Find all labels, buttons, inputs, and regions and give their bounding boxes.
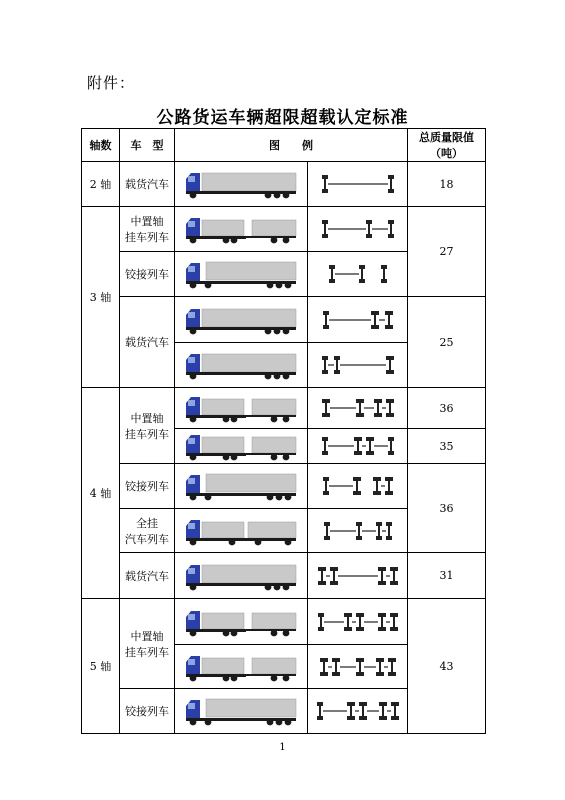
axle-icon	[388, 658, 396, 676]
truck-illustration	[175, 514, 307, 548]
axle-diagram	[308, 652, 407, 682]
wheel-icon	[190, 719, 197, 726]
truck-svg	[182, 469, 300, 503]
wheel-icon	[285, 282, 292, 289]
truck-illustration	[175, 257, 307, 291]
wheel-icon	[231, 237, 238, 244]
axle-icon	[318, 567, 326, 585]
axle-svg	[312, 516, 404, 546]
wheel-icon	[265, 327, 272, 334]
mass-limit: 18	[408, 162, 486, 207]
wheel-icon	[190, 192, 197, 199]
axle-icon	[374, 399, 382, 417]
table-row	[82, 388, 486, 429]
wheel-icon	[267, 719, 274, 726]
truck-svg	[182, 303, 300, 337]
wheel-icon	[271, 674, 278, 681]
axle-svg	[312, 393, 404, 423]
wheel-icon	[223, 454, 230, 461]
axle-icon	[378, 613, 386, 631]
wheel-icon	[190, 282, 197, 289]
truck-illustration	[175, 391, 307, 425]
wheel-icon	[205, 282, 212, 289]
axle-icon	[334, 356, 340, 374]
wheel-icon	[283, 454, 290, 461]
wheel-icon	[283, 583, 290, 590]
axle-svg	[312, 259, 404, 289]
axle-icon	[356, 658, 364, 676]
axle-icon	[322, 356, 328, 374]
axle-count: 5 轴	[82, 599, 120, 734]
truck-svg	[182, 212, 300, 246]
wheel-icon	[229, 538, 236, 545]
table-row	[82, 464, 486, 509]
axle-icon	[318, 613, 324, 631]
axle-icon	[373, 477, 381, 495]
axle-icon	[376, 658, 384, 676]
wheel-icon	[190, 454, 197, 461]
axle-count: 3 轴	[82, 207, 120, 388]
truck-svg	[182, 605, 300, 639]
wheel-icon	[274, 192, 281, 199]
axle-icon	[322, 220, 328, 238]
vehicle-type	[120, 599, 175, 689]
vehicle-type-line1: 中置轴	[130, 629, 164, 643]
axle-icon	[385, 311, 393, 329]
wheel-icon	[283, 629, 290, 636]
axle-svg	[312, 561, 404, 591]
table-row	[82, 297, 486, 343]
axle-icon	[322, 399, 330, 417]
vehicle-type	[120, 388, 175, 464]
axle-count: 4 轴	[82, 388, 120, 599]
wheel-icon	[283, 416, 290, 423]
axle-icon	[317, 702, 323, 720]
wheel-icon	[190, 629, 197, 636]
vehicle-type: 载货汽车	[120, 162, 175, 207]
axle-svg	[312, 214, 404, 244]
vehicle-type: 铰接列车	[120, 252, 175, 297]
wheel-icon	[283, 373, 290, 380]
wheel-icon	[276, 494, 283, 501]
wheel-icon	[271, 454, 278, 461]
truck-svg	[182, 348, 300, 382]
wheel-icon	[283, 192, 290, 199]
axle-icon	[386, 522, 392, 540]
axle-svg	[312, 652, 404, 682]
axle-icon	[347, 702, 355, 720]
truck-illustration	[175, 559, 307, 593]
wheel-icon	[205, 494, 212, 501]
vehicle-type-line1: 中置轴	[130, 215, 164, 228]
axle-diagram	[308, 607, 407, 637]
table-row	[82, 599, 486, 645]
axle-diagram	[308, 350, 407, 380]
vehicle-type: 铰接列车	[120, 689, 175, 734]
wheel-icon	[223, 674, 230, 681]
wheel-icon	[231, 416, 238, 423]
truck-illustration	[175, 694, 307, 728]
axle-icon	[381, 265, 387, 283]
axle-icon	[388, 220, 394, 238]
axle-icon	[323, 477, 329, 495]
truck-svg	[182, 391, 300, 425]
wheel-icon	[285, 494, 292, 501]
wheel-icon	[271, 237, 278, 244]
axle-icon	[356, 522, 362, 540]
table-row	[82, 553, 486, 599]
vehicle-type-line2: 挂车列车	[125, 231, 169, 244]
wheel-icon	[190, 674, 197, 681]
mass-limit: 36	[408, 388, 486, 429]
attachment-label: 附件：	[87, 74, 136, 92]
wheel-icon	[190, 327, 197, 334]
wheel-icon	[190, 494, 197, 501]
wheel-icon	[255, 538, 262, 545]
vehicle-type: 载货汽车	[120, 553, 175, 599]
wheel-icon	[190, 538, 197, 545]
header-limit-line1: 总质量限值	[419, 131, 474, 144]
axle-svg	[312, 607, 404, 637]
axle-icon	[371, 311, 379, 329]
header-diagram: 图 例	[175, 129, 408, 162]
wheel-icon	[190, 583, 197, 590]
axle-svg	[312, 471, 404, 501]
axle-icon	[324, 522, 330, 540]
axle-diagram	[308, 169, 407, 199]
wheel-icon	[285, 719, 292, 726]
mass-limit: 35	[408, 429, 486, 464]
axle-icon	[354, 437, 362, 455]
axle-icon	[356, 613, 364, 631]
axle-icon	[320, 658, 328, 676]
axle-svg	[312, 350, 404, 380]
wheel-icon	[276, 719, 283, 726]
wheel-icon	[267, 494, 274, 501]
mass-limit: 27	[408, 207, 486, 297]
wheel-icon	[190, 373, 197, 380]
axle-icon	[388, 175, 394, 193]
vehicle-type-line2: 挂车列车	[125, 427, 169, 441]
wheel-icon	[267, 282, 274, 289]
wheel-icon	[265, 192, 272, 199]
header-row	[82, 129, 486, 162]
axle-diagram	[308, 305, 407, 335]
axle-diagram	[308, 516, 407, 546]
wheel-icon	[231, 629, 238, 636]
axle-diagram	[308, 393, 407, 423]
axle-icon	[330, 567, 338, 585]
axle-svg	[312, 696, 404, 726]
truck-svg	[182, 650, 300, 684]
vehicle-type: 铰接列车	[120, 464, 175, 509]
axle-diagram	[308, 696, 407, 726]
wheel-icon	[276, 282, 283, 289]
axle-icon	[359, 265, 365, 283]
vehicle-type	[120, 509, 175, 553]
truck-svg	[182, 514, 300, 548]
standards-table	[81, 128, 486, 734]
axle-diagram	[308, 431, 407, 461]
axle-icon	[378, 567, 386, 585]
header-limit-line2: （吨）	[430, 147, 463, 160]
wheel-icon	[271, 416, 278, 423]
vehicle-type-line2: 挂车列车	[125, 645, 169, 659]
header-axles: 轴数	[82, 129, 120, 162]
axle-icon	[385, 477, 393, 495]
axle-icon	[386, 399, 394, 417]
truck-svg	[182, 694, 300, 728]
truck-illustration	[175, 429, 307, 463]
page-number: 1	[279, 742, 286, 753]
axle-icon	[386, 356, 394, 374]
truck-svg	[182, 559, 300, 593]
axle-icon	[323, 311, 329, 329]
truck-illustration	[175, 469, 307, 503]
wheel-icon	[285, 538, 292, 545]
axle-icon	[359, 702, 367, 720]
truck-svg	[182, 429, 300, 463]
mass-limit: 43	[408, 599, 486, 734]
wheel-icon	[223, 237, 230, 244]
axle-icon	[353, 477, 361, 495]
truck-svg	[182, 257, 300, 291]
wheel-icon	[231, 454, 238, 461]
table-row	[82, 207, 486, 252]
wheel-icon	[283, 327, 290, 334]
vehicle-type-line2: 汽车列车	[125, 532, 169, 546]
wheel-icon	[265, 583, 272, 590]
axle-icon	[388, 437, 394, 455]
wheel-icon	[271, 629, 278, 636]
axle-icon	[344, 613, 352, 631]
wheel-icon	[223, 629, 230, 636]
wheel-icon	[223, 416, 230, 423]
header-type: 车 型	[120, 129, 175, 162]
axle-svg	[312, 305, 404, 335]
page-title: 公路货运车辆超限超载认定标准	[156, 108, 409, 128]
truck-illustration	[175, 348, 307, 382]
vehicle-type-line1: 全挂	[136, 516, 158, 530]
axle-diagram	[308, 214, 407, 244]
wheel-icon	[274, 583, 281, 590]
header-limit	[408, 129, 486, 162]
axle-diagram	[308, 561, 407, 591]
table-row	[82, 162, 486, 207]
axle-icon	[332, 658, 340, 676]
wheel-icon	[283, 237, 290, 244]
truck-illustration	[175, 303, 307, 337]
wheel-icon	[265, 373, 272, 380]
axle-icon	[379, 702, 387, 720]
wheel-icon	[274, 373, 281, 380]
vehicle-type	[120, 207, 175, 252]
wheel-icon	[205, 719, 212, 726]
axle-icon	[366, 437, 374, 455]
axle-icon	[390, 613, 398, 631]
wheel-icon	[190, 237, 197, 244]
axle-icon	[366, 220, 372, 238]
mass-limit: 31	[408, 553, 486, 599]
wheel-icon	[283, 674, 290, 681]
mass-limit: 25	[408, 297, 486, 388]
axle-icon	[376, 522, 382, 540]
vehicle-type: 载货汽车	[120, 297, 175, 388]
wheel-icon	[231, 674, 238, 681]
truck-illustration	[175, 167, 307, 201]
axle-icon	[322, 437, 328, 455]
axle-icon	[356, 399, 364, 417]
axle-svg	[312, 431, 404, 461]
truck-illustration	[175, 605, 307, 639]
axle-icon	[390, 567, 398, 585]
wheel-icon	[274, 327, 281, 334]
wheel-icon	[190, 416, 197, 423]
axle-count: 2 轴	[82, 162, 120, 207]
axle-svg	[312, 169, 404, 199]
truck-svg	[182, 167, 300, 201]
axle-icon	[391, 702, 399, 720]
mass-limit: 36	[408, 464, 486, 553]
axle-icon	[322, 175, 328, 193]
truck-illustration	[175, 212, 307, 246]
axle-diagram	[308, 471, 407, 501]
axle-icon	[329, 265, 335, 283]
truck-illustration	[175, 650, 307, 684]
axle-diagram	[308, 259, 407, 289]
vehicle-type-line1: 中置轴	[130, 411, 164, 425]
